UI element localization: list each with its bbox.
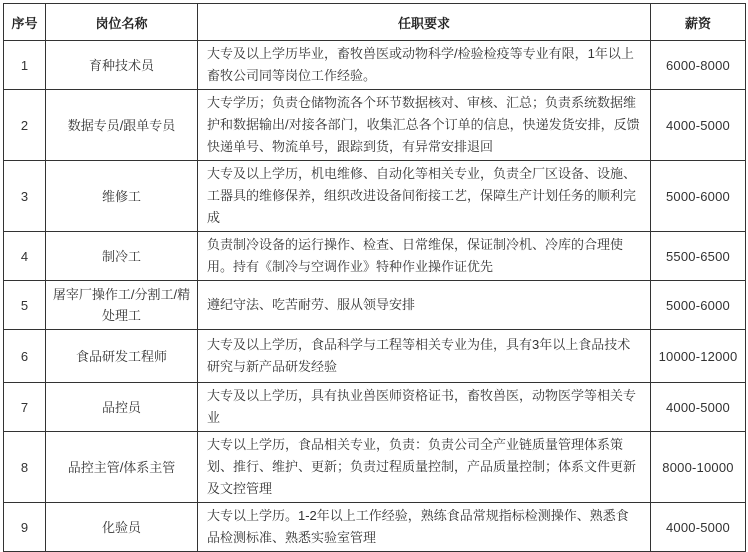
row-serial-number: 8 — [4, 432, 46, 503]
table-row — [4, 281, 746, 330]
position-name: 品控员 — [46, 383, 198, 432]
salary-range: 5000-6000 — [651, 281, 746, 330]
salary-range: 4000-5000 — [651, 503, 746, 552]
job-positions-table — [3, 3, 746, 552]
position-name: 品控主管/体系主管 — [46, 432, 198, 503]
table-row — [4, 503, 746, 552]
header-salary: 薪资 — [651, 4, 746, 41]
row-serial-number: 6 — [4, 330, 46, 383]
row-serial-number: 5 — [4, 281, 46, 330]
table-row — [4, 432, 746, 503]
table-row — [4, 90, 746, 161]
row-serial-number: 4 — [4, 232, 46, 281]
table-row — [4, 330, 746, 383]
salary-range: 4000-5000 — [651, 90, 746, 161]
header-job-requirements: 任职要求 — [198, 4, 651, 41]
position-name: 食品研发工程师 — [46, 330, 198, 383]
position-name: 屠宰厂操作工/分割工/精处理工 — [46, 281, 198, 330]
table-row — [4, 232, 746, 281]
table-row — [4, 41, 746, 90]
table-header-row — [4, 4, 746, 41]
salary-range: 5000-6000 — [651, 161, 746, 232]
job-requirements: 大专以上学历，食品相关专业，负责：负责公司全产业链质量管理体系策划、推行、维护、更新；负责过程质量控制，产品质量控制；体系文件更新及文控管理 — [198, 432, 651, 503]
header-serial-number: 序号 — [4, 4, 46, 41]
job-requirements: 遵纪守法、吃苦耐劳、服从领导安排 — [198, 281, 651, 330]
row-serial-number: 2 — [4, 90, 46, 161]
job-requirements: 大专学历；负责仓储物流各个环节数据核对、审核、汇总；负责系统数据维护和数据输出/对接各部门，收集汇总各个订单的信息，快递发货安排，反馈快递单号、物流单号，跟踪到货，有异常安排退回 — [198, 90, 651, 161]
job-requirements: 大专以上学历。1-2年以上工作经验，熟练食品常规指标检测操作、熟悉食品检测标准、熟悉实验室管理 — [198, 503, 651, 552]
position-name: 化验员 — [46, 503, 198, 552]
position-name: 维修工 — [46, 161, 198, 232]
job-requirements: 大专及以上学历，机电维修、自动化等相关专业，负责全厂区设备、设施、工器具的维修保养，组织改进设备间衔接工艺，保障生产计划任务的顺利完成 — [198, 161, 651, 232]
position-name: 制冷工 — [46, 232, 198, 281]
job-requirements: 大专及以上学历，食品科学与工程等相关专业为佳，具有3年以上食品技术研究与新产品研发经验 — [198, 330, 651, 383]
job-requirements: 大专及以上学历毕业，畜牧兽医或动物科学/检验检疫等专业有限，1年以上畜牧公司同等岗位工作经验。 — [198, 41, 651, 90]
table-row — [4, 161, 746, 232]
salary-range: 10000-12000 — [651, 330, 746, 383]
salary-range: 8000-10000 — [651, 432, 746, 503]
row-serial-number: 1 — [4, 41, 46, 90]
position-name: 数据专员/跟单专员 — [46, 90, 198, 161]
job-requirements: 负责制冷设备的运行操作、检查、日常维保，保证制冷机、冷库的合理使用。持有《制冷与空调作业》特种作业操作证优先 — [198, 232, 651, 281]
salary-range: 6000-8000 — [651, 41, 746, 90]
row-serial-number: 3 — [4, 161, 46, 232]
job-requirements: 大专及以上学历，具有执业兽医师资格证书，畜牧兽医，动物医学等相关专业 — [198, 383, 651, 432]
salary-range: 5500-6500 — [651, 232, 746, 281]
header-position-name: 岗位名称 — [46, 4, 198, 41]
row-serial-number: 7 — [4, 383, 46, 432]
table-row — [4, 383, 746, 432]
salary-range: 4000-5000 — [651, 383, 746, 432]
row-serial-number: 9 — [4, 503, 46, 552]
position-name: 育种技术员 — [46, 41, 198, 90]
